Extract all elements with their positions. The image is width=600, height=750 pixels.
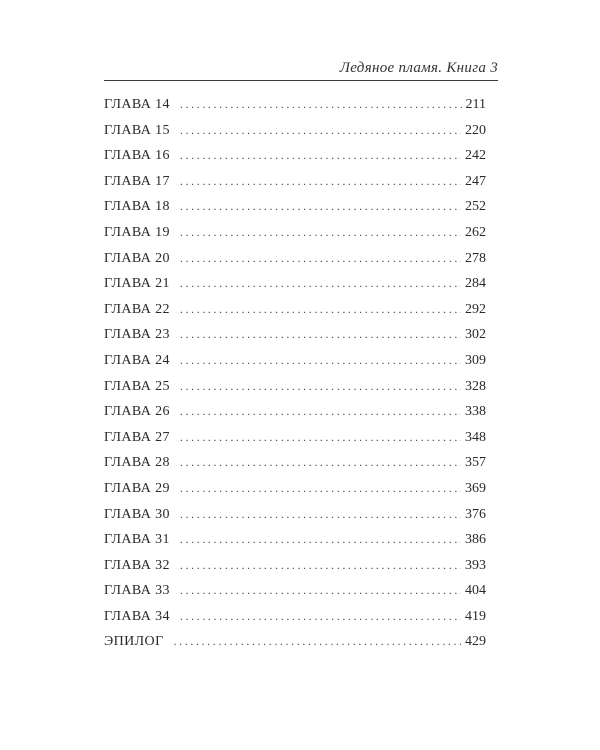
toc-entry-page: 247	[465, 173, 486, 189]
toc-dot-leader	[180, 376, 461, 396]
toc-entry-page: 419	[465, 608, 486, 624]
toc-dot-leader	[180, 222, 461, 242]
toc-entry-label: ГЛАВА 32	[104, 557, 170, 573]
toc-entry-label: ГЛАВА 18	[104, 199, 170, 215]
toc-dot-leader	[180, 248, 461, 268]
toc-entry-page: 278	[465, 250, 486, 266]
toc-entry-page: 429	[465, 634, 486, 650]
toc-entry-page: 393	[465, 557, 486, 573]
toc-entry[interactable]	[104, 478, 486, 504]
toc-entry-label: ГЛАВА 22	[104, 301, 170, 317]
toc-entry-label: ГЛАВА 31	[104, 532, 170, 548]
toc-entry-page: 348	[465, 429, 486, 445]
toc-entry-page: 292	[465, 301, 486, 317]
toc-entry[interactable]	[104, 324, 486, 350]
toc-entry-label: ГЛАВА 25	[104, 378, 170, 394]
toc-entry-label: ГЛАВА 24	[104, 352, 170, 368]
toc-entry-label: ГЛАВА 26	[104, 404, 170, 420]
toc-entry-page: 357	[465, 455, 486, 471]
toc-entry-page: 211	[465, 97, 486, 112]
running-header-title: Ледяное пламя. Книга 3	[339, 60, 498, 76]
toc-entry[interactable]	[104, 248, 486, 274]
toc-entry[interactable]	[104, 427, 486, 453]
toc-dot-leader	[180, 94, 462, 114]
toc-dot-leader	[180, 196, 461, 216]
toc-entry[interactable]	[104, 580, 486, 606]
toc-entry[interactable]	[104, 452, 486, 478]
toc-dot-leader	[180, 401, 461, 421]
toc-entry-label: ГЛАВА 23	[104, 327, 170, 343]
toc-entry-page: 338	[465, 404, 486, 420]
toc-dot-leader	[180, 478, 461, 498]
toc-entry-page: 386	[465, 532, 486, 548]
toc-entry[interactable]	[104, 299, 486, 325]
toc-entry[interactable]	[104, 350, 486, 376]
toc-dot-leader	[180, 427, 461, 447]
toc-entry[interactable]	[104, 376, 486, 402]
toc-dot-leader	[180, 171, 461, 191]
toc-entry[interactable]	[104, 504, 486, 530]
toc-entry[interactable]	[104, 273, 486, 299]
toc-entry[interactable]	[104, 401, 486, 427]
toc-entry-label: ГЛАВА 28	[104, 455, 170, 471]
toc-entry-page: 242	[465, 148, 486, 164]
toc-entry[interactable]	[104, 94, 486, 120]
toc-dot-leader	[180, 580, 461, 600]
toc-entry[interactable]	[104, 529, 486, 555]
toc-entry-page: 369	[465, 480, 486, 496]
toc-entry-label: ГЛАВА 19	[104, 224, 170, 240]
toc-entry[interactable]	[104, 120, 486, 146]
toc-entry[interactable]	[104, 606, 486, 632]
toc-dot-leader	[180, 555, 461, 575]
toc-dot-leader	[180, 350, 461, 370]
toc-entry-label: ЭПИЛОГ	[104, 634, 164, 650]
toc-dot-leader	[180, 504, 461, 524]
toc-entry-label: ГЛАВА 27	[104, 429, 170, 445]
toc-dot-leader	[180, 299, 461, 319]
toc-dot-leader	[180, 606, 461, 626]
toc-entry-page: 376	[465, 506, 486, 522]
toc-dot-leader	[180, 273, 461, 293]
toc-entry-label: ГЛАВА 33	[104, 583, 170, 599]
toc-entry-label: ГЛАВА 21	[104, 276, 170, 292]
toc-entry-label: ГЛАВА 16	[104, 148, 170, 164]
toc-entry-label: ГЛАВА 34	[104, 608, 170, 624]
toc-entry-label: ГЛАВА 17	[104, 173, 170, 189]
toc-entry-page: 309	[465, 352, 486, 368]
toc-entry[interactable]	[104, 555, 486, 581]
toc-entry-page: 302	[465, 327, 486, 343]
toc-entry-label: ГЛАВА 20	[104, 250, 170, 266]
toc-entry[interactable]	[104, 196, 486, 222]
toc-entry-label: ГЛАВА 30	[104, 506, 170, 522]
toc-dot-leader	[180, 120, 461, 140]
toc-entry-label: ГЛАВА 29	[104, 480, 170, 496]
toc-entry-label: ГЛАВА 15	[104, 122, 170, 138]
toc-entry[interactable]	[104, 171, 486, 197]
toc-entry[interactable]	[104, 222, 486, 248]
toc-entry-label: ГЛАВА 14	[104, 97, 170, 112]
table-of-contents	[104, 94, 486, 657]
toc-dot-leader	[180, 324, 461, 344]
running-header	[104, 58, 498, 81]
toc-entry-page: 284	[465, 276, 486, 292]
toc-entry-page: 328	[465, 378, 486, 394]
toc-dot-leader	[180, 529, 461, 549]
toc-entry-page: 220	[465, 122, 486, 138]
toc-dot-leader	[180, 145, 461, 165]
toc-entry-page: 252	[465, 199, 486, 215]
toc-entry-page: 262	[465, 224, 486, 240]
toc-dot-leader	[180, 452, 461, 472]
toc-entry[interactable]	[104, 145, 486, 171]
toc-dot-leader	[174, 631, 461, 651]
toc-entry-page: 404	[465, 583, 486, 599]
toc-entry[interactable]	[104, 631, 486, 657]
